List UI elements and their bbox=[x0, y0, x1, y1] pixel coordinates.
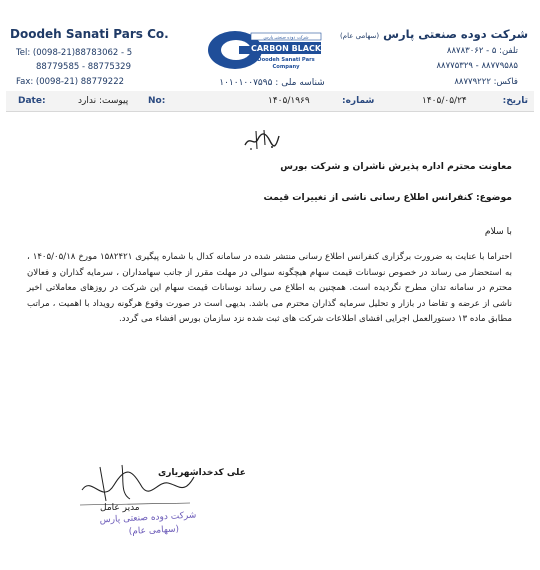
recipient: معاونت محترم اداره پذیرش ناشران و شرکت بورس bbox=[280, 161, 512, 172]
company-logo bbox=[205, 29, 323, 71]
date-label-en: Date: bbox=[18, 96, 46, 106]
attachment: پیوست: ندارد bbox=[78, 96, 129, 106]
letter-date: ۱۴۰۵/۰۵/۲۴ bbox=[422, 96, 467, 106]
letter-number: ۱۴۰۵/۱۹۶۹ bbox=[268, 96, 310, 106]
signer-name: علی کدخداشهریاری bbox=[158, 468, 246, 478]
signer-title: مدیر عامل bbox=[100, 503, 140, 513]
greeting: با سلام bbox=[484, 226, 512, 237]
phone-fa-1: تلفن: ۵ - ۸۸۷۸۳۰۶۲ bbox=[446, 46, 518, 56]
stamp-line-2: (سهامی عام) bbox=[128, 524, 180, 538]
logo-brand: CARBON BLACK bbox=[250, 44, 322, 53]
fax-fa: فاکس: ۸۸۷۷۹۲۲۲ bbox=[454, 77, 518, 87]
phone-fa-2: ۸۸۷۷۹۵۸۵ - ۸۸۷۷۵۳۲۹ bbox=[436, 61, 518, 71]
calligraphy-mark bbox=[242, 127, 282, 153]
subject: موضوع: کنفرانس اطلاع رسانی ناشی از تغییرات قیمت bbox=[263, 192, 512, 203]
logo-sub2: Company bbox=[272, 64, 300, 70]
fax-en: Fax: (0098-21) 88779222 bbox=[16, 77, 125, 87]
number-label-fa: شماره: bbox=[342, 96, 375, 106]
company-name-en: Doodeh Sanati Pars Co. bbox=[10, 27, 169, 41]
company-type-fa: (سهامی عام) bbox=[340, 32, 380, 40]
national-id: شناسه ملی : ۱۰۱۰۱۰۰۷۵۹۵ bbox=[219, 78, 325, 88]
phone-en-1: Tel: (0098-21)88783062 - 5 bbox=[16, 48, 133, 58]
letter-paragraph: احتراما با عنایت به ضرورت برگزاری کنفرانس اطلاع رسانی منتشر شده در سامانه کدال با شماره پیگیری ۱۵۸۲۴۲۱ مورخ ۱۴۰۵/۰۵/۱۸ ، به استحضار می رساند در خصوص نوسانات قیمت سهام هیچگونه سوالی در مهلت مقرر از جانب سهامداران ، سرمایه گذاران و فعالان محترم در سامانه تدان مطرح نگردیده است. همچنین به اطلاع می رساند نوسانات قیمت سهام این شرکت در روزهای معاملاتی اخیر ناشی از عرضه و تقاضا در بازار و تحلیل سرمایه گذاران محترم می باشد. بدیهی است در صورت وقوع هرگونه رویداد با اهمیت ، مراتب مطابق ماده ۱۳ دستورالعمل اجرایی افشای اطلاعات شرکت های ثبت شده نزد سازمان بورس افشاء می گردد. bbox=[27, 252, 512, 325]
logo-sub1: Doodeh Sanati Pars bbox=[257, 57, 315, 63]
company-stamp bbox=[99, 509, 197, 540]
logo-top-text: شرکت دوده صنعتی پارس bbox=[263, 34, 309, 40]
phone-en-2: 88779585 - 88775329 bbox=[36, 62, 131, 72]
date-label-fa: تاریخ: bbox=[502, 96, 528, 106]
company-name-fa-text: شرکت دوده صنعتی پارس bbox=[383, 27, 528, 41]
stamp-line-1: شرکت دوده صنعتی پارس bbox=[99, 510, 197, 526]
number-label-en: No: bbox=[148, 96, 166, 106]
company-name-fa bbox=[340, 27, 528, 41]
